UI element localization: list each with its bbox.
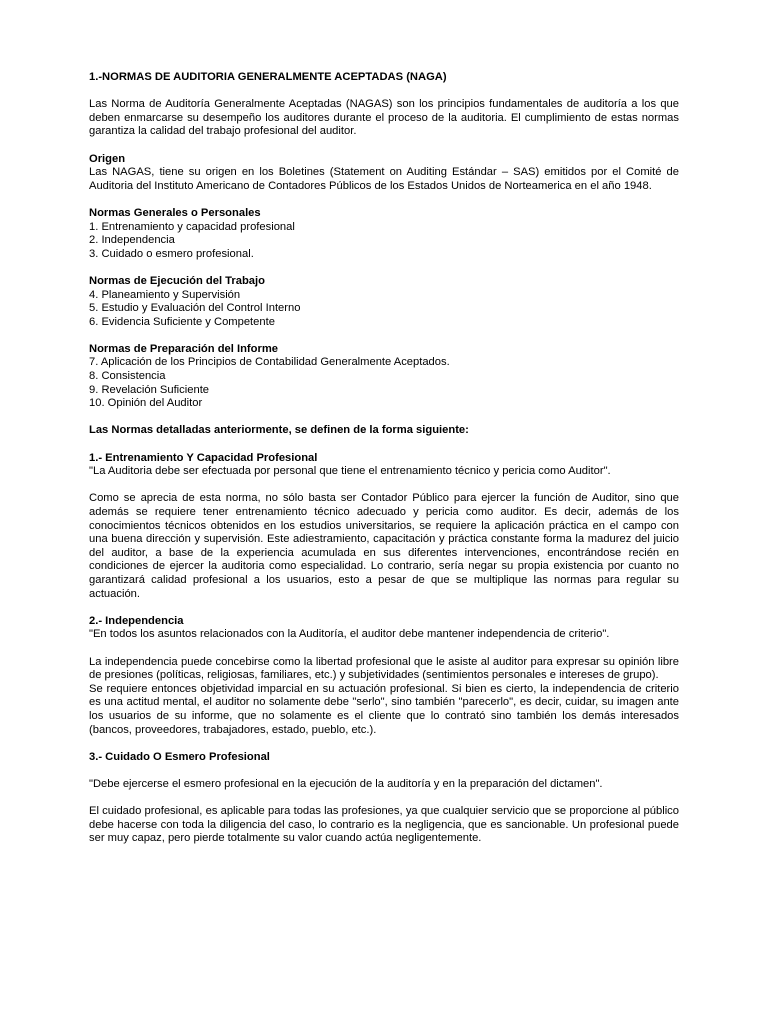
list-item: 7. Aplicación de los Principios de Contabilidad Generalmente Aceptados. — [89, 356, 450, 369]
section-paragraph: El cuidado profesional, es aplicable para todas las profesiones, ya que cualquier servicio que se proporcione al público debe hacerse con toda la diligencia del caso, lo contrario es la negligencia, que es sancionable. Un profesional puede ser muy capaz, pero pierde totalmente su valor cuando actúa negligentemente. — [89, 805, 679, 845]
detail-intro: Las Normas detalladas anteriormente, se definen de la forma siguiente: — [89, 424, 469, 437]
section-heading-entrenamiento: 1.- Entrenamiento Y Capacidad Profesional — [89, 451, 318, 464]
section-paragraph: La independencia puede concebirse como la libertad profesional que le asiste al auditor para expresar su opinión libre de presiones (políticas, religiosas, familiares, etc.) y subjetividades (sentimientos personales e intereses de grupo). — [89, 655, 679, 682]
group-heading-informe: Normas de Preparación del Informe — [89, 342, 279, 355]
list-item: 5. Estudio y Evaluación del Control Interno — [89, 302, 301, 315]
list-item: 6. Evidencia Suficiente y Competente — [89, 315, 275, 328]
section-heading-independencia: 2.- Independencia — [89, 614, 184, 627]
list-item: 3. Cuidado o esmero profesional. — [89, 247, 254, 260]
list-item: 10. Opinión del Auditor — [89, 397, 203, 410]
section-quote: "Debe ejercerse el esmero profesional en la ejecución de la auditoría y en la preparación del dictamen". — [89, 777, 603, 790]
section-heading-cuidado: 3.- Cuidado O Esmero Profesional — [89, 750, 270, 763]
section-quote: "En todos los asuntos relacionados con la Auditoría, el auditor debe mantener independencia de criterio". — [89, 628, 610, 641]
list-item: 9. Revelación Suficiente — [89, 383, 210, 396]
document-title: 1.-NORMAS DE AUDITORIA GENERALMENTE ACEPTADAS (NAGA) — [89, 71, 447, 83]
list-item: 1. Entrenamiento y capacidad profesional — [89, 220, 295, 233]
document-body — [89, 71, 679, 846]
section-paragraph: Se requiere entonces objetividad imparcial en su actuación profesional. Si bien es cierto, la independencia de criterio es una actitud mental, el auditor no solamente debe "serlo", sino también "parecerlo", es decir, cuidar, su imagen ante los usuarios de su informe, que no solamente es el cliente que lo contrató sino también los demás interesados (bancos, proveedores, trabajadores, estado, pueblo, etc.). — [89, 682, 679, 736]
list-item: 4. Planeamiento y Supervisión — [89, 288, 241, 301]
list-item: 8. Consistencia — [89, 370, 166, 383]
group-heading-generales: Normas Generales o Personales — [89, 206, 261, 219]
list-item: 2. Independencia — [89, 234, 175, 247]
group-heading-ejecucion: Normas de Ejecución del Trabajo — [89, 274, 265, 287]
section-quote: "La Auditoria debe ser efectuada por personal que tiene el entrenamiento técnico y pericia como Auditor". — [89, 465, 611, 478]
origen-paragraph: Las NAGAS, tiene su origen en los Boletines (Statement on Auditing Estándar – SAS) emitidos por el Comité de Auditoria del Instituto Americano de Contadores Públicos de los Estados Unidos de Norteamerica en el año 1948. — [89, 166, 679, 192]
section-paragraph: Como se aprecia de esta norma, no sólo basta ser Contador Público para ejercer la función de Auditor, sino que además se requiere tener entrenamiento técnico adecuado y pericia como auditor. Es decir, además de los conocimientos técnicos obtenidos en los estudios universitarios, se requiere la aplicación práctica en el campo con una buena dirección y supervisión. Este adiestramiento, capacitación y práctica constante forma la madurez del juicio del auditor, a base de la experiencia acumulada en sus diferentes intervenciones, encontrándose recién en condiciones de ejercer la auditoria como especialidad. Lo contrario, sería negar su propia existencia por cuanto no garantizará calidad profesional a los usuarios, esto a pesar de que se multiplique las normas para regular su actuación. — [89, 492, 679, 600]
intro-paragraph: Las Norma de Auditoría Generalmente Aceptadas (NAGAS) son los principios fundamentales de auditoría a los que deben enmarcarse su desempeño los auditores durante el proceso de la auditoria. El cumplimiento de estas normas garantiza la calidad del trabajo profesional del auditor. — [89, 98, 679, 138]
origen-heading: Origen — [89, 152, 126, 165]
